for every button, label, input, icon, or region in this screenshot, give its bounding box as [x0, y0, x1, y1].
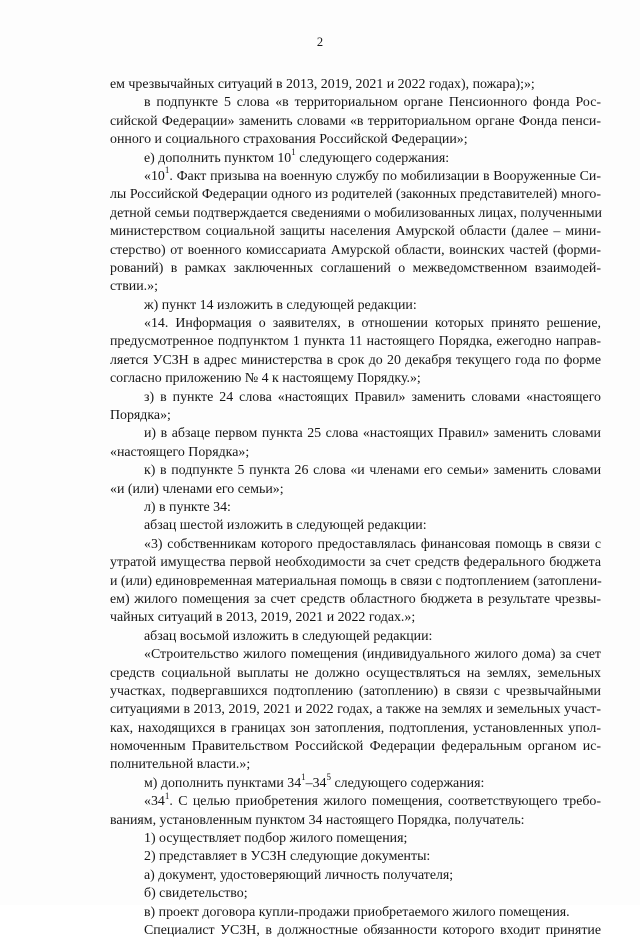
line-text: чайных ситуаций в 2013, 2019, 2021 и 2022 годах.»; — [110, 610, 416, 626]
line-text: л) в пункте 34: — [144, 499, 231, 515]
text-line — [110, 76, 601, 94]
superscript: 1 — [164, 165, 170, 176]
line-text: е) дополнить пунктом 10 — [144, 150, 292, 166]
line-text: . С целью приобретения жилого помещения, соответствующего требо- — [169, 794, 601, 810]
line-text: ках, находящихся в границах зон затопления, подтопления, установленных упол- — [110, 720, 601, 736]
text-line — [110, 830, 601, 848]
line-text: ствии.»; — [110, 279, 158, 295]
text-line — [110, 94, 601, 112]
text-line — [110, 904, 601, 922]
page-number: 2 — [316, 35, 324, 49]
text-line — [110, 352, 601, 370]
line-text: «14. Информация о заявителях, в отношении которых принято решение, — [144, 316, 601, 332]
text-line — [110, 867, 601, 885]
text-line — [110, 499, 601, 517]
text-line — [110, 389, 601, 407]
text-line — [110, 278, 601, 296]
line-text: утратой имущества первой необходимости за счет средств федерального бюджета — [110, 555, 601, 571]
text-line — [110, 146, 601, 168]
text-line — [110, 242, 601, 260]
line-text: Порядка»; — [110, 408, 171, 424]
line-text: сийской Федерации» заменить словами «в территориальном органе Фонда пенси- — [110, 113, 601, 129]
text-line — [110, 756, 601, 774]
text-line — [110, 720, 601, 738]
text-line — [110, 481, 601, 499]
line-text: б) свидетельство; — [144, 886, 248, 902]
line-text: з) в пункте 24 слова «настоящих Правил» заменить словами «настоящего — [144, 389, 601, 405]
text-line — [110, 573, 601, 591]
text-line — [110, 517, 601, 535]
line-text: 1) осуществляет подбор жилого помещения; — [144, 831, 408, 847]
text-line — [110, 297, 601, 315]
line-text: предусмотренное подпунктом 1 пункта 11 настоящего Порядка, ежегодно направ- — [110, 334, 601, 350]
text-line — [110, 738, 601, 756]
text-line — [110, 922, 601, 940]
text-line — [110, 790, 601, 811]
line-text: министерством социальной защиты населения Амурской области (далее – мини- — [110, 224, 601, 240]
line-text: участках, подвергавшихся подтоплению (затоплению) в связи с чрезвычайными — [110, 683, 601, 699]
text-line — [110, 113, 601, 131]
text-line — [110, 260, 601, 278]
line-text: онного и социального страхования Российской Федерации»; — [110, 132, 468, 148]
text-line — [110, 315, 601, 333]
line-text: ваниям, установленным пунктом 34 настоящего Порядка, получатель: — [110, 812, 525, 828]
line-text: в) проект договора купли-продажи приобретаемого жилого помещения. — [144, 904, 570, 920]
line-text: к) в подпункте 5 пункта 26 слова «и членами его семьи» заменить словами — [144, 463, 601, 479]
text-line — [110, 848, 601, 866]
line-text: средств социальной выплаты не должно осуществляться на землях, земельных — [110, 665, 601, 681]
superscript: 1 — [164, 790, 170, 801]
text-line — [110, 444, 601, 462]
text-line — [110, 591, 601, 609]
line-text: а) документ, удостоверяющий личность получателя; — [144, 867, 454, 883]
text-line — [110, 205, 601, 223]
line-text: полнительной власти.»; — [110, 757, 251, 773]
text-line — [110, 223, 601, 241]
text-line — [110, 554, 601, 572]
line-text: «и (или) членами его семьи»; — [110, 481, 284, 497]
line-text: рований) в рамках заключенных соглашений о межведомственном взаимодей- — [110, 260, 601, 276]
line-text: ем чрезвычайных ситуаций в 2013, 2019, 2021 и 2022 годах), пожара);»; — [110, 77, 535, 92]
text-line — [110, 609, 601, 627]
text-line — [110, 628, 601, 646]
text-line — [110, 646, 601, 664]
text-line — [110, 370, 601, 388]
text-line — [110, 683, 601, 701]
text-line — [110, 131, 601, 149]
line-text: ляется УСЗН в адрес министерства в срок до 20 декабря текущего года по форме — [110, 352, 601, 368]
line-text: ем) жилого помещения за счет средств областного бюджета в результате чрезвы- — [110, 591, 601, 607]
line-text: абзац шестой изложить в следующей редакции: — [144, 518, 427, 534]
text-line — [110, 333, 601, 351]
line-text: «настоящего Порядка»; — [110, 444, 250, 460]
line-text: ситуациями в 2013, 2019, 2021 и 2022 годах, а также на землях и земельных участ- — [110, 702, 601, 718]
line-text: в подпункте 5 слова «в территориальном органе Пенсионного фонда Рос- — [144, 95, 601, 111]
text-line — [110, 407, 601, 425]
line-text: –34 — [305, 775, 327, 791]
text-line — [110, 665, 601, 683]
document-body — [110, 76, 601, 940]
line-text: номоченным Правительством Российской Федерации федеральным органом ис- — [110, 739, 601, 755]
line-text: следующего содержания: — [295, 150, 450, 166]
text-line — [110, 772, 601, 793]
text-line — [110, 462, 601, 480]
superscript: 5 — [326, 772, 331, 783]
line-text: лы Российской Федерации одного из родителей (законных представителей) много- — [110, 187, 601, 203]
line-text: абзац восьмой изложить в следующей редакции: — [144, 628, 433, 644]
superscript: 1 — [301, 772, 306, 783]
line-text: «10 — [144, 168, 165, 184]
text-line — [110, 701, 601, 719]
line-text: следующего содержания: — [331, 775, 485, 791]
line-text: 2) представляет в УСЗН следующие документы: — [144, 849, 431, 865]
line-text: Специалист УСЗН, в должностные обязанности которого входит принятие — [144, 922, 601, 938]
text-line — [110, 885, 601, 903]
text-line — [110, 165, 601, 186]
text-line — [110, 186, 601, 204]
line-text: «Строительство жилого помещения (индивидуального жилого дома) за счет — [144, 647, 601, 663]
line-text: и (или) единовременная материальная помощь в связи с подтоплением (затоплени- — [110, 573, 602, 589]
line-text: ж) пункт 14 изложить в следующей редакции: — [144, 297, 417, 313]
line-text: . Факт призыва на военную службу по мобилизации в Вооруженные Си- — [169, 168, 601, 184]
line-text: согласно приложению № 4 к настоящему Порядку.»; — [110, 371, 421, 387]
line-text: стерство) от военного комиссариата Амурской области, воинских частей (форми- — [110, 242, 601, 258]
line-text: и) в абзаце первом пункта 25 слова «настоящих Правил» заменить словами — [144, 426, 601, 442]
superscript: 1 — [291, 146, 296, 157]
text-line — [110, 536, 601, 554]
text-line — [110, 425, 601, 443]
line-text: м) дополнить пунктами 34 — [144, 775, 302, 791]
line-text: детной семьи подтверждается сведениями о мобилизованных лицах, полученными — [110, 205, 602, 221]
text-line — [110, 812, 601, 830]
line-text: «34 — [144, 794, 165, 810]
line-text: «3) собственникам которого предоставлялась финансовая помощь в связи с — [144, 536, 601, 552]
